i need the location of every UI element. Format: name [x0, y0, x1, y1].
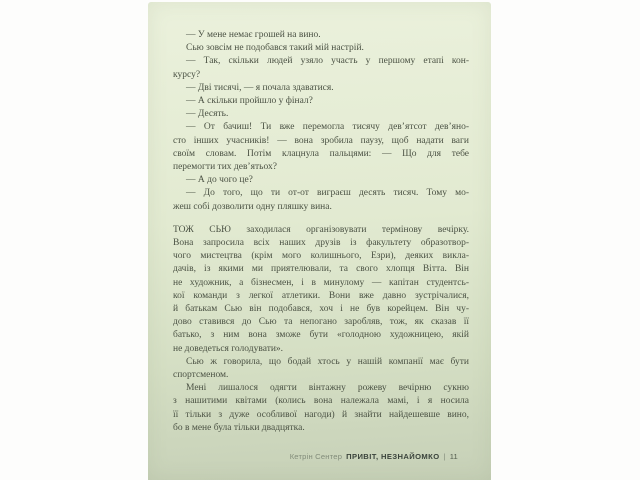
paragraph [173, 382, 469, 435]
paragraph [173, 356, 469, 382]
text-line: — А скільки пройшло у фінал? [186, 96, 313, 107]
text-line: — Дві тисячі, — я почала здаватися. [186, 82, 334, 93]
paragraph [173, 55, 469, 81]
footer-author: Кетрін Сентер [289, 452, 343, 461]
text-line: своїм словам. Потім клацнула пальцями: — Що для тебе [173, 148, 469, 159]
text-line: ТОЖ СЬЮ заходилася організовувати термінову вечірку. [173, 224, 469, 235]
text-line: чого мистецтва (крім мого колишнього, Езри), деяких викла- [173, 251, 469, 262]
text-line: сто інших учасників! — вона зробила паузу, щоб надати ваги [173, 135, 469, 146]
paragraph [173, 29, 469, 42]
text-line: перемогти тих дев’ятьох? [173, 162, 277, 173]
text-line: не доведеться голодувати». [173, 343, 284, 354]
paragraph [173, 42, 469, 55]
text-line: дово ставився до Сью та непогано заробляв, тож, як сказав її [173, 317, 469, 328]
footer-page-number: 11 [449, 452, 458, 461]
paragraph [173, 174, 469, 187]
text-line: дачів, із якими ми приятелювали, та свого хлопця Вітта. Він [173, 264, 469, 275]
text-line: бо в мене була тільки двадцятка. [173, 422, 305, 433]
text-line: жеш собі дозволити одну пляшку вина. [173, 201, 332, 212]
text-line: Сью зовсім не подобався такий мій настрій. [186, 43, 364, 54]
paragraph [173, 121, 469, 174]
text-block [173, 29, 469, 435]
paragraph [173, 82, 469, 95]
text-line: кої команди з легкої атлетики. Вони вже давно зустрічалися, [173, 290, 469, 301]
text-line: Сью ж говорила, що бодай хтось у нашій компанії має бути [186, 356, 469, 367]
text-line: — А до чого це? [186, 175, 253, 186]
book-page [148, 2, 491, 480]
text-line: — До того, що ти от-от виграєш десять тисяч. Тому мо- [186, 188, 469, 199]
text-line: — От бачиш! Ти вже перемогла тисячу дев’ятсот дев’яно- [186, 122, 469, 133]
text-line: її тільки з дуже особливої нагоди) й знайти найдешевше вино, [173, 409, 469, 420]
text-line: Вона запросила всіх наших друзів із факультету образотвор- [173, 238, 469, 249]
paragraph [173, 108, 469, 121]
text-line: й батькам Сью він подобався, хоч і не був корейцем. Він чу- [173, 304, 469, 315]
text-line: спортсменом. [173, 370, 229, 381]
page-footer [290, 452, 458, 461]
footer-book-title: ПРИВІТ, НЕЗНАЙОМКО [346, 452, 440, 461]
paragraph [173, 187, 469, 213]
text-line: не художник, а бізнесмен, і в минулому — капітан студентсь- [173, 277, 469, 288]
footer-separator: | [443, 452, 446, 461]
text-line: курсу? [173, 69, 201, 80]
text-line: — Так, скільки людей узяло участь у першому етапі кон- [186, 56, 469, 67]
paragraph [173, 224, 469, 356]
text-line: — Десять. [186, 109, 229, 120]
paragraph [173, 95, 469, 108]
text-line: Мені лишалося одягти вінтажну рожеву вечірню сукню [186, 383, 469, 394]
text-line: батько, з ним вона зможе бути «голодною художницею, якій [173, 330, 469, 341]
text-line: з нашитими квітами (колись вона належала мамі, і я носила [173, 396, 469, 407]
text-line: — У мене немає грошей на вино. [186, 30, 321, 40]
